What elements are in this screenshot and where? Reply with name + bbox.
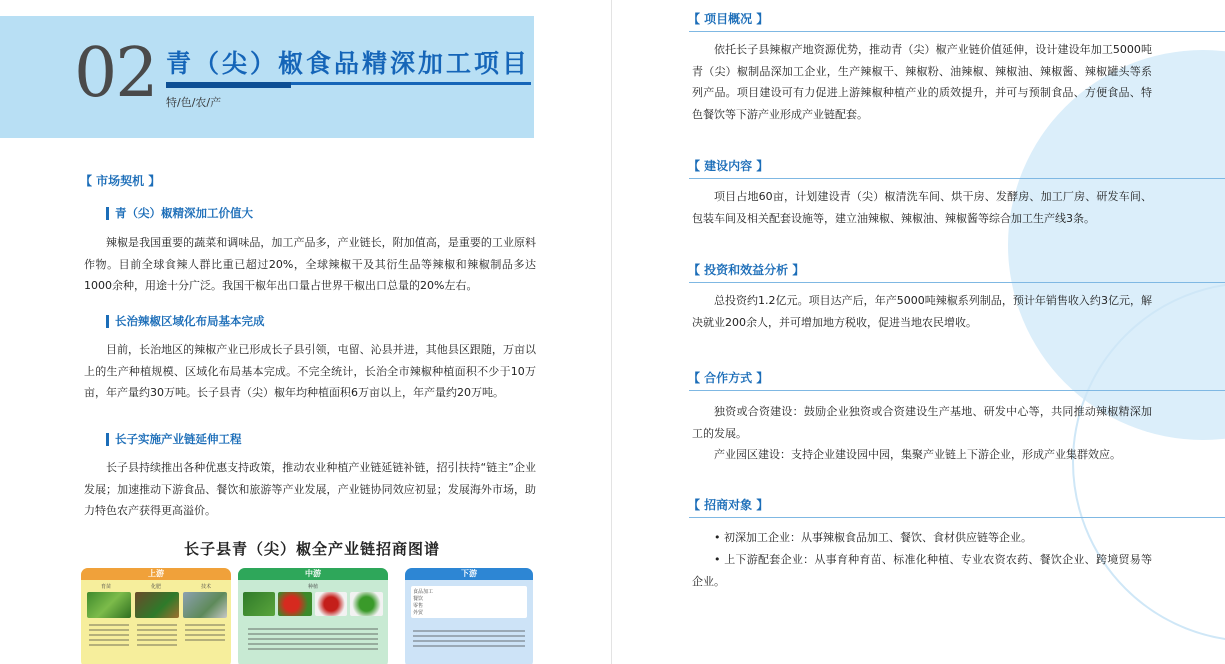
downstream-table: [411, 586, 527, 618]
midstream-text: [248, 628, 378, 653]
overview-text: 依托长子县辣椒产地资源优势，推动青（尖）椒产业链价值延伸，设计建设年加工5000吨青（尖）椒制品深加工企业，生产辣椒干、辣椒粉、油辣椒、辣椒油、辣椒酱、辣椒罐头等系列产品。项目建设可有力促进上游辣椒种植产业的质效提升，并可与预制食品、方便食品、特色餐饮等下游产业形成产业链配套。: [692, 43, 1152, 121]
chili-photo: [315, 592, 347, 616]
left-page: [0, 0, 612, 664]
page-title: 青（尖）椒食品精深加工项目: [166, 49, 531, 78]
target-tag: 【 招商对象 】: [688, 498, 769, 512]
market-text-2: 目前，长治地区的辣椒产业已形成长子县引领，屯留、沁县并进，其他县区跟随，万亩以上的生产种植规模、区域化布局基本完成。不完全统计，长治全市辣椒种植面积不少于10万亩，年产量约30万吨。长子县青（尖）椒年均种植面积6万亩以上，年产量约20万吨。: [84, 343, 536, 399]
downstream-item-2: 餐饮: [413, 596, 424, 602]
title-underline-accent: [166, 82, 291, 88]
market-subhead-2: 长治辣椒区域化布局基本完成: [106, 315, 265, 328]
upstream-panel: [81, 568, 231, 664]
coop-divider: [689, 390, 1225, 391]
target-text-2: • 上下游配套企业：从事育种育苗、标准化种植、专业农资农药、餐饮企业、跨境贸易等企业。: [692, 553, 1152, 588]
midstream-panel: [238, 568, 388, 664]
build-divider: [689, 178, 1225, 179]
invest-tag: 【 投资和效益分析 】: [688, 263, 805, 277]
upstream-col-2: 化肥: [150, 584, 161, 590]
upstream-label: 上游: [81, 568, 231, 580]
market-text-3: 长子县持续推出各种优惠支持政策，推动农业种植产业链延链补链，招引扶持“链主”企业发展；加速推动下游食品、餐饮和旅游等产业发展，产业链协同效应初显；发展海外市场，助力特色农产获得更高溢价。: [84, 461, 536, 517]
invest-divider: [689, 282, 1225, 283]
build-text: 项目占地60亩，计划建设青（尖）椒清洗车间、烘干房、发酵房、加工厂房、研发车间、包装车间及相关配套设施等，建立油辣椒、辣椒油、辣椒酱等综合加工生产线3条。: [692, 190, 1152, 225]
chain-map-title: 长子县青（尖）椒全产业链招商图谱: [184, 540, 441, 558]
coop-text-1: 独资或合资建设：鼓励企业独资或合资建设生产基地、研发中心等，共同推动辣椒精深加工的发展。: [692, 405, 1152, 440]
target-text-1: • 初深加工企业：从事辣椒食品加工、餐饮、食材供应链等企业。: [714, 531, 1032, 544]
upstream-text-2: [137, 624, 177, 649]
market-text-1: 辣椒是我国重要的蔬菜和调味品，加工产品多，产业链长，附加值高，是重要的工业原料作物。目前全球食辣人群比重已超过20%，全球辣椒干及其衍生品等辣椒和辣椒制品多达1000余种，用途十分广泛。我国干椒年出口量占世界干椒出口总量的20%左右。: [84, 236, 536, 292]
page-subtitle: 特/色/农/产: [166, 96, 222, 109]
downstream-item-4: 外贸: [413, 610, 424, 616]
greenhouse-photo: [183, 592, 227, 618]
downstream-item-1: 食品加工: [413, 589, 434, 595]
upstream-col-1: 育苗: [100, 584, 111, 590]
coop-text-2: 产业园区建设：支持企业建设园中园，集聚产业链上下游企业，形成产业集群效应。: [714, 448, 1121, 461]
fertilizer-photo: [135, 592, 179, 618]
downstream-panel: [405, 568, 533, 664]
right-page: [612, 0, 1225, 664]
upstream-text-3: [185, 624, 225, 644]
overview-tag: 【 项目概况 】: [688, 12, 769, 26]
midstream-label: 中游: [238, 568, 388, 580]
market-subhead-1: 青（尖）椒精深加工价值大: [106, 207, 253, 220]
seedling-photo: [87, 592, 131, 618]
upstream-text-1: [89, 624, 129, 649]
upstream-col-3: 技术: [200, 584, 211, 590]
midstream-col: 种植: [307, 584, 318, 590]
red-pepper-photo: [278, 592, 312, 616]
market-tag: 【 市场契机 】: [80, 174, 161, 188]
build-tag: 【 建设内容 】: [688, 159, 769, 173]
section-number: 02: [74, 34, 157, 113]
downstream-label: 下游: [405, 568, 533, 580]
invest-text: 总投资约1.2亿元。项目达产后，年产5000吨辣椒系列制品，预计年销售收入约3亿元，解决就业200余人，并可增加地方税收，促进当地农民增收。: [692, 294, 1152, 329]
downstream-item-3: 零售: [413, 603, 424, 609]
coop-tag: 【 合作方式 】: [688, 371, 769, 385]
target-divider: [689, 517, 1225, 518]
overview-divider: [689, 31, 1225, 32]
market-subhead-3: 长子实施产业链延伸工程: [106, 433, 242, 446]
downstream-text: [413, 630, 525, 650]
green-pepper-photo: [350, 592, 383, 616]
field-photo: [243, 592, 275, 616]
